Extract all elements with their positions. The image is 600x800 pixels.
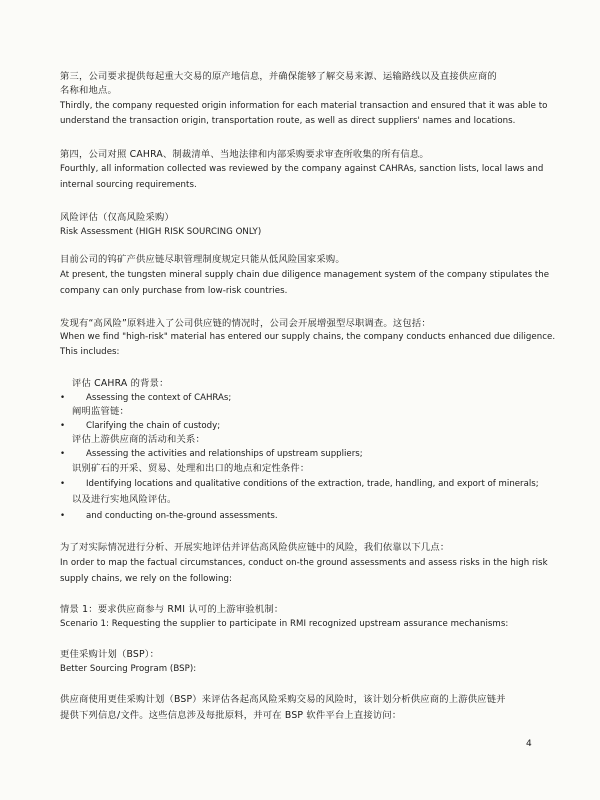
paragraph-map-zh: 为了对实际情况进行分析、开展实地评估并评估高风险供应链中的风险，我们依靠以下几点： (60, 542, 450, 553)
paragraph-present-zh: 目前公司的钨矿产供应链尽职管理制度规定只能从低风险国家采购。 (60, 254, 345, 265)
heading-risk-assessment-zh: 风险评估（仅高风险采购） (60, 212, 174, 223)
paragraph-high-risk-en-line2: This includes: (60, 347, 120, 357)
paragraph-present-en-line1: At present, the tungsten mineral supply chain due diligence management system of the company stipulates the (60, 270, 550, 280)
paragraph-third-en-line2: understand the transaction origin, transportation route, as well as direct suppliers' names and locations. (60, 116, 516, 126)
bullet-1-zh: 评估 CAHRA 的背景： (72, 378, 169, 389)
bullet-icon: • (60, 393, 66, 403)
bullet-1-en: Assessing the context of CAHRAs; (86, 393, 232, 403)
bullet-2-zh: 阐明监管链： (72, 406, 129, 417)
bullet-icon: • (60, 511, 66, 521)
paragraph-bsp-zh-line1: 供应商使用更佳采购计划（BSP）来评估各起高风险采购交易的风险时，该计划分析供应商的上游供应链并 (60, 694, 506, 705)
paragraph-map-en-line1: In order to map the factual circumstances, conduct on-the ground assessments and assess risks in the high risk (60, 558, 548, 568)
heading-bsp-zh: 更佳采购计划（BSP）： (60, 649, 160, 660)
paragraph-third-zh-line1: 第三，公司要求提供每起重大交易的原产地信息，并确保能够了解交易来源、运输路线以及直接供应商的 (60, 71, 497, 82)
bullet-icon: • (60, 479, 66, 489)
scenario-1-en: Scenario 1: Requesting the supplier to participate in RMI recognized upstream assurance mechanisms: (60, 619, 509, 629)
bullet-4-zh: 识别矿石的开采、贸易、处理和出口的地点和定性条件： (72, 463, 310, 474)
bullet-2-en: Clarifying the chain of custody; (86, 421, 221, 431)
bullet-3-en: Assessing the activities and relationships of upstream suppliers; (86, 449, 363, 459)
bullet-icon: • (60, 421, 66, 431)
bullet-4-en: Identifying locations and qualitative conditions of the extraction, trade, handling, and export of minerals; (86, 479, 539, 489)
paragraph-high-risk-en-line1: When we find "high-risk" material has entered our supply chains, the company conducts enhanced due diligence. (60, 332, 556, 342)
paragraph-third-zh-line2: 名称和地点。 (60, 85, 117, 96)
paragraph-fourth-en-line1: Fourthly, all information collected was reviewed by the company against CAHRAs, sanction lists, local laws and (60, 164, 544, 174)
paragraph-high-risk-zh: 发现有“高风险”原料进入了公司供应链的情况时，公司会开展增强型尽职调查。这包括： (60, 318, 431, 329)
heading-bsp-en: Better Sourcing Program (BSP): (60, 664, 197, 674)
paragraph-fourth-zh: 第四，公司对照 CAHRA、制裁清单、当地法律和内部采购要求审查所收集的所有信息。 (60, 149, 429, 160)
paragraph-fourth-en-line2: internal sourcing requirements. (60, 180, 197, 190)
page-number: 4 (526, 739, 532, 749)
bullet-3-zh: 评估上游供应商的活动和关系： (72, 434, 205, 445)
paragraph-third-en-line1: Thirdly, the company requested origin information for each material transaction and ensured that it was able to (60, 101, 548, 111)
bullet-icon: • (60, 449, 66, 459)
paragraph-present-en-line2: company can only purchase from low-risk countries. (60, 286, 288, 296)
bullet-5-en: and conducting on-the-ground assessments. (86, 511, 278, 521)
scenario-1-zh: 情景 1：要求供应商参与 RMI 认可的上游审验机制： (60, 604, 284, 615)
bullet-5-zh: 以及进行实地风险评估。 (72, 494, 177, 505)
paragraph-map-en-line2: supply chains, we rely on the following: (60, 574, 232, 584)
heading-risk-assessment-en: Risk Assessment (HIGH RISK SOURCING ONLY) (60, 227, 262, 237)
paragraph-bsp-zh-line2: 提供下列信息/文件。这些信息涉及每批原料，并可在 BSP 软件平台上直接访问： (60, 710, 402, 721)
